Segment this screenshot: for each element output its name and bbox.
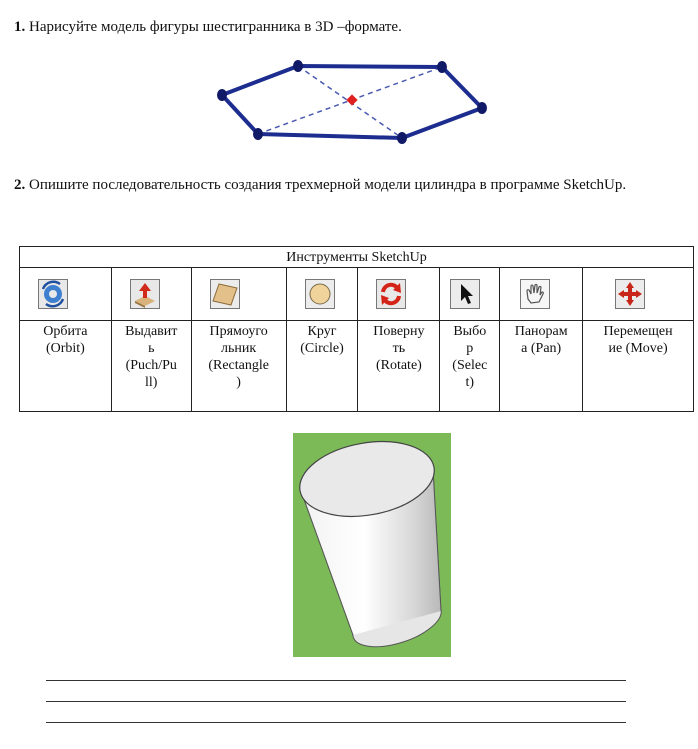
tool-label-line: (Rectangle — [208, 358, 269, 373]
tool-label-line: Орбита — [43, 324, 88, 339]
hexagon-vertex — [477, 102, 487, 114]
tool-label-move — [583, 321, 694, 412]
tool-icon-cell — [20, 268, 112, 321]
tool-label-circle — [286, 321, 358, 412]
tool-icon-cell — [111, 268, 191, 321]
task-2-text: Опишите последовательность создания трехмерной модели цилиндра в программе SketchUp. — [25, 177, 627, 193]
tool-label-line: ll) — [145, 375, 158, 390]
tool-icon-cell — [500, 268, 583, 321]
tool-icon-cell — [358, 268, 440, 321]
answer-line-3 — [46, 722, 626, 723]
tools-table-header: Инструменты SketchUp — [20, 247, 694, 268]
tool-label-line: (Orbit) — [45, 341, 85, 356]
rotate-icon — [376, 279, 406, 309]
hexagon-vertex — [293, 60, 303, 72]
tool-label-line: Прямоуго — [209, 324, 268, 339]
circle-icon — [305, 279, 335, 309]
hexagon-3d-figure — [210, 52, 490, 152]
rectangle-icon — [210, 279, 240, 309]
tool-label-line: Круг — [307, 324, 337, 339]
answer-line-1 — [46, 680, 626, 681]
hexagon-vertex — [397, 132, 407, 144]
hexagon-vertex — [253, 128, 263, 140]
tool-icon-cell — [191, 268, 286, 321]
tool-label-line: t) — [465, 375, 475, 390]
select-icon — [450, 279, 480, 309]
tool-label-line: (Rotate) — [375, 358, 422, 373]
tool-label-line: (Selec — [452, 358, 488, 373]
tool-label-push-pull — [111, 321, 191, 412]
tool-label-line: ие (Move) — [608, 341, 668, 356]
tool-label-line: льник — [221, 341, 257, 356]
tool-label-orbit — [20, 321, 112, 412]
tool-label-pan — [500, 321, 583, 412]
tool-icon-cell — [583, 268, 694, 321]
tool-label-line: Выбо — [453, 324, 487, 339]
tool-label-line: ) — [236, 375, 241, 390]
tool-label-line: Панорам — [514, 324, 568, 339]
tool-label-line: а (Pan) — [521, 341, 562, 356]
task-1-text: Нарисуйте модель фигуры шестигранника в 3D –формате. — [25, 19, 402, 35]
tool-label-line: ть — [392, 341, 406, 356]
tool-icon-cell — [286, 268, 358, 321]
task-1-number: 1. — [14, 19, 26, 35]
tool-label-line: (Puch/Pu — [125, 358, 177, 373]
hexagon-vertex — [437, 61, 447, 73]
move-icon — [615, 279, 645, 309]
tool-label-line: Перемещен — [603, 324, 673, 339]
cylinder-3d-model — [293, 433, 451, 657]
tool-label-select — [440, 321, 500, 412]
tool-label-rectangle — [191, 321, 286, 412]
tool-icon-cell — [440, 268, 500, 321]
tool-label-line: Поверну — [373, 324, 425, 339]
tool-label-line: ь — [148, 341, 155, 356]
sketchup-tools-table — [19, 246, 694, 412]
tool-label-line: Выдавит — [125, 324, 178, 339]
tool-label-line: (Circle) — [300, 341, 344, 356]
tool-label-line: р — [466, 341, 474, 356]
cylinder-image — [293, 433, 451, 657]
push-pull-icon — [130, 279, 160, 309]
tool-label-rotate — [358, 321, 440, 412]
task-2 — [14, 176, 698, 195]
task-2-number: 2. — [14, 177, 26, 193]
pan-icon — [520, 279, 550, 309]
orbit-icon — [38, 279, 68, 309]
hexagon-vertex — [217, 89, 227, 101]
answer-line-2 — [46, 701, 626, 702]
task-1 — [14, 18, 684, 37]
hexagon-center-point — [346, 94, 357, 105]
